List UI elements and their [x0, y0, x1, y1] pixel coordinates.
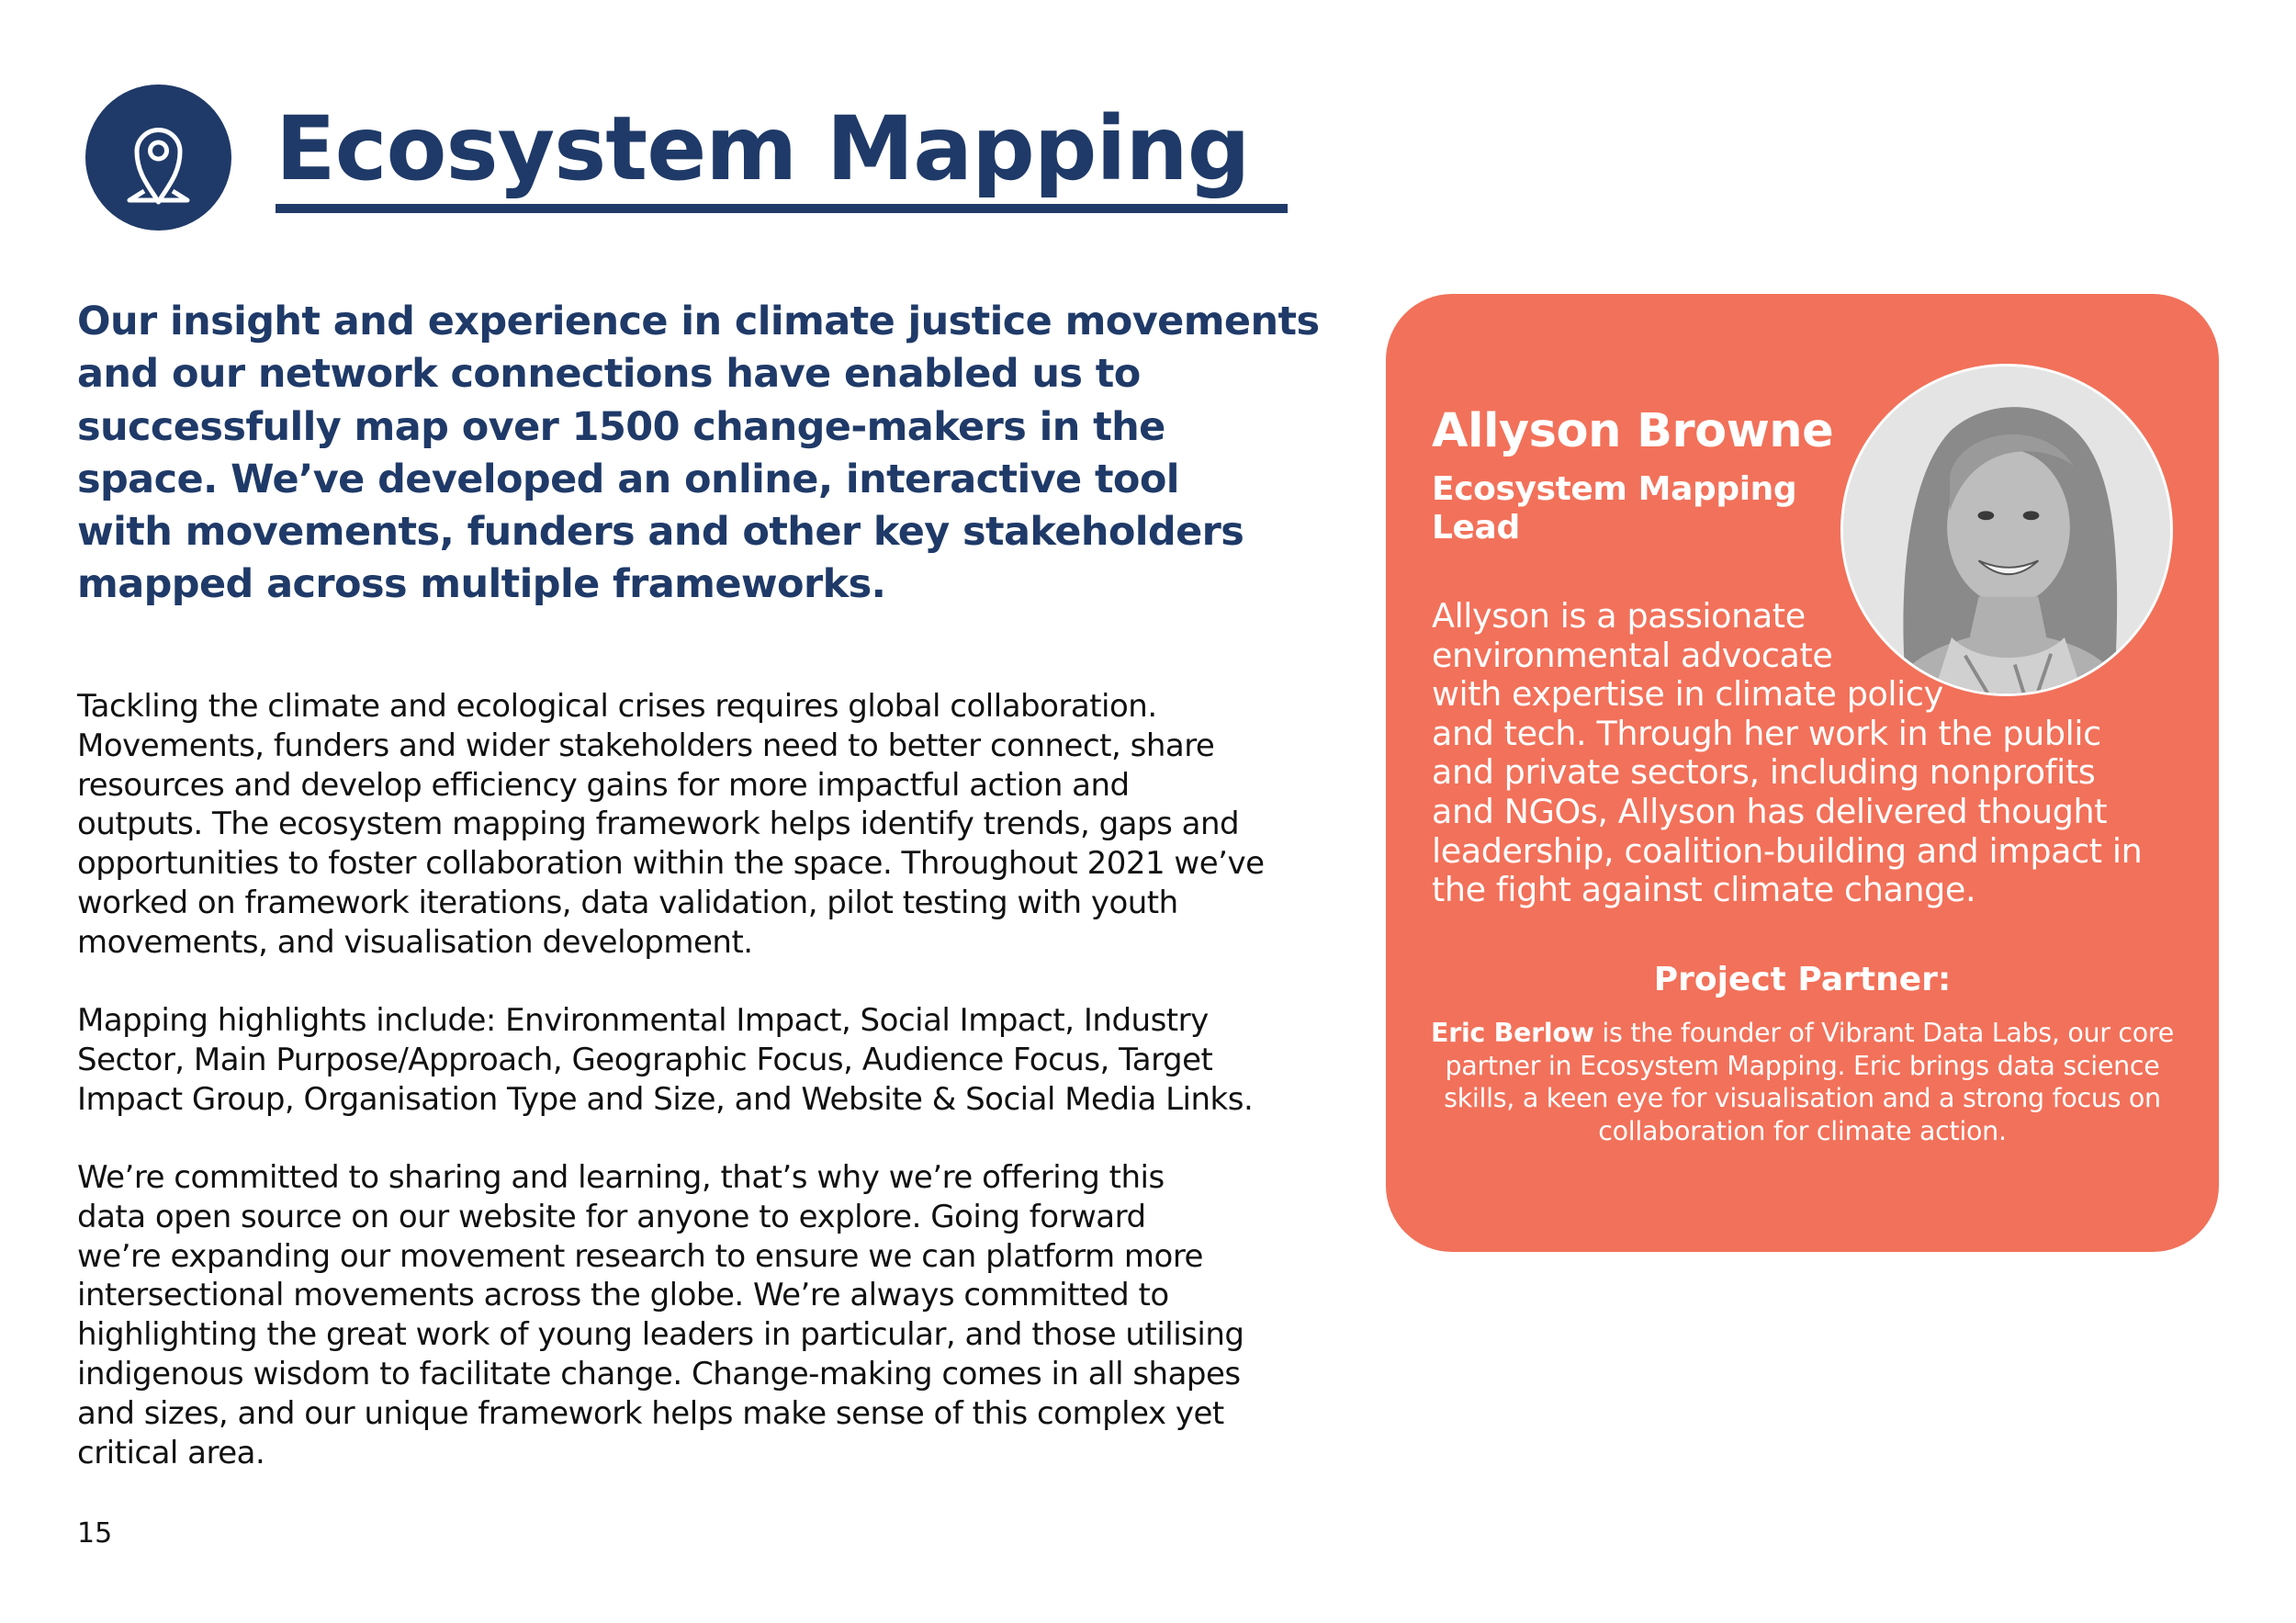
bio-line: and private sectors, including nonprofits: [1432, 752, 2096, 793]
page-number: 15: [77, 1517, 113, 1550]
lead-paragraph: [77, 296, 1363, 612]
profile-card: [1386, 294, 2219, 1252]
body-line: Mapping highlights include: Environmental Impact, Social Impact, Industry: [77, 1002, 1209, 1039]
partner-line-rest: is the founder of Vibrant Data Labs, our core: [1593, 1018, 2174, 1048]
body-line: Movements, funders and wider stakeholders need to better connect, share: [77, 727, 1215, 764]
body-paragraph-1: [77, 687, 1381, 963]
bio-line: with expertise in climate policy: [1432, 674, 1943, 715]
partner-line: partner in Ecosystem Mapping. Eric brings data science: [1445, 1050, 2160, 1081]
body-line: worked on framework iterations, data validation, pilot testing with youth: [77, 884, 1178, 921]
partner-line: [1423, 1017, 2182, 1050]
title-underline: [276, 204, 1288, 213]
bio-line: and tech. Through her work in the public: [1432, 713, 2101, 753]
body-line: Sector, Main Purpose/Approach, Geographic Focus, Audience Focus, Target: [77, 1041, 1213, 1078]
partner-text: [1423, 1017, 2182, 1147]
body-paragraph-2: [77, 1001, 1381, 1119]
map-pin-icon: [85, 85, 231, 231]
body-line: we’re expanding our movement research to ensure we can platform more: [77, 1237, 1203, 1275]
lead-line: and our network connections have enabled us to: [77, 351, 1141, 398]
page-title: Ecosystem Mapping: [276, 97, 1250, 200]
profile-bio: [1432, 597, 2194, 910]
body-line: outputs. The ecosystem mapping framework helps identify trends, gaps and: [77, 806, 1240, 843]
profile-role: [1432, 470, 1818, 547]
body-line: and sizes, and our unique framework helps make sense of this complex yet: [77, 1394, 1224, 1432]
lead-line: mapped across multiple frameworks.: [77, 561, 886, 608]
bio-line: Allyson is a passionate: [1432, 596, 1806, 636]
body-line: highlighting the great work of young leaders in particular, and those utilising: [77, 1316, 1244, 1354]
lead-line: with movements, funders and other key stakeholders: [77, 509, 1244, 556]
body-line: indigenous wisdom to facilitate change. Change-making comes in all shapes: [77, 1355, 1241, 1392]
partner-line: collaboration for climate action.: [1598, 1115, 2007, 1146]
profile-role-line: Lead: [1432, 509, 1520, 547]
body-line: Tackling the climate and ecological crises requires global collaboration.: [77, 688, 1157, 725]
lead-line: space. We’ve developed an online, interactive tool: [77, 456, 1179, 502]
body-line: resources and develop efficiency gains for more impactful action and: [77, 766, 1130, 804]
bio-line: environmental advocate: [1432, 635, 1833, 675]
partner-line: skills, a keen eye for visualisation and a strong focus on: [1444, 1083, 2161, 1113]
body-line: critical area.: [77, 1434, 265, 1471]
body-line: Impact Group, Organisation Type and Size, and Website & Social Media Links.: [77, 1080, 1254, 1118]
lead-line: Our insight and experience in climate justice movements: [77, 299, 1320, 344]
lead-line: successfully map over 1500 change-makers in the: [77, 403, 1165, 450]
bio-line: and NGOs, Allyson has delivered thought: [1432, 791, 2108, 831]
body-line: intersectional movements across the globe. We’re always committed to: [77, 1277, 1169, 1314]
body-line: movements, and visualisation development.: [77, 923, 753, 961]
profile-role-line: Ecosystem Mapping: [1432, 470, 1797, 508]
profile-name: Allyson Browne: [1432, 404, 1834, 458]
body-line: opportunities to foster collaboration within the space. Throughout 2021 we’ve: [77, 845, 1265, 883]
partner-name: Eric Berlow: [1431, 1018, 1594, 1048]
body-line: We’re committed to sharing and learning, that’s why we’re offering this: [77, 1159, 1165, 1196]
body-paragraph-3: [77, 1158, 1381, 1472]
bio-line: leadership, coalition-building and impact in: [1432, 830, 2143, 871]
bio-line: the fight against climate change.: [1432, 870, 1976, 910]
body-line: data open source on our website for anyone to explore. Going forward: [77, 1198, 1146, 1235]
partner-heading: Project Partner:: [1653, 961, 1952, 998]
